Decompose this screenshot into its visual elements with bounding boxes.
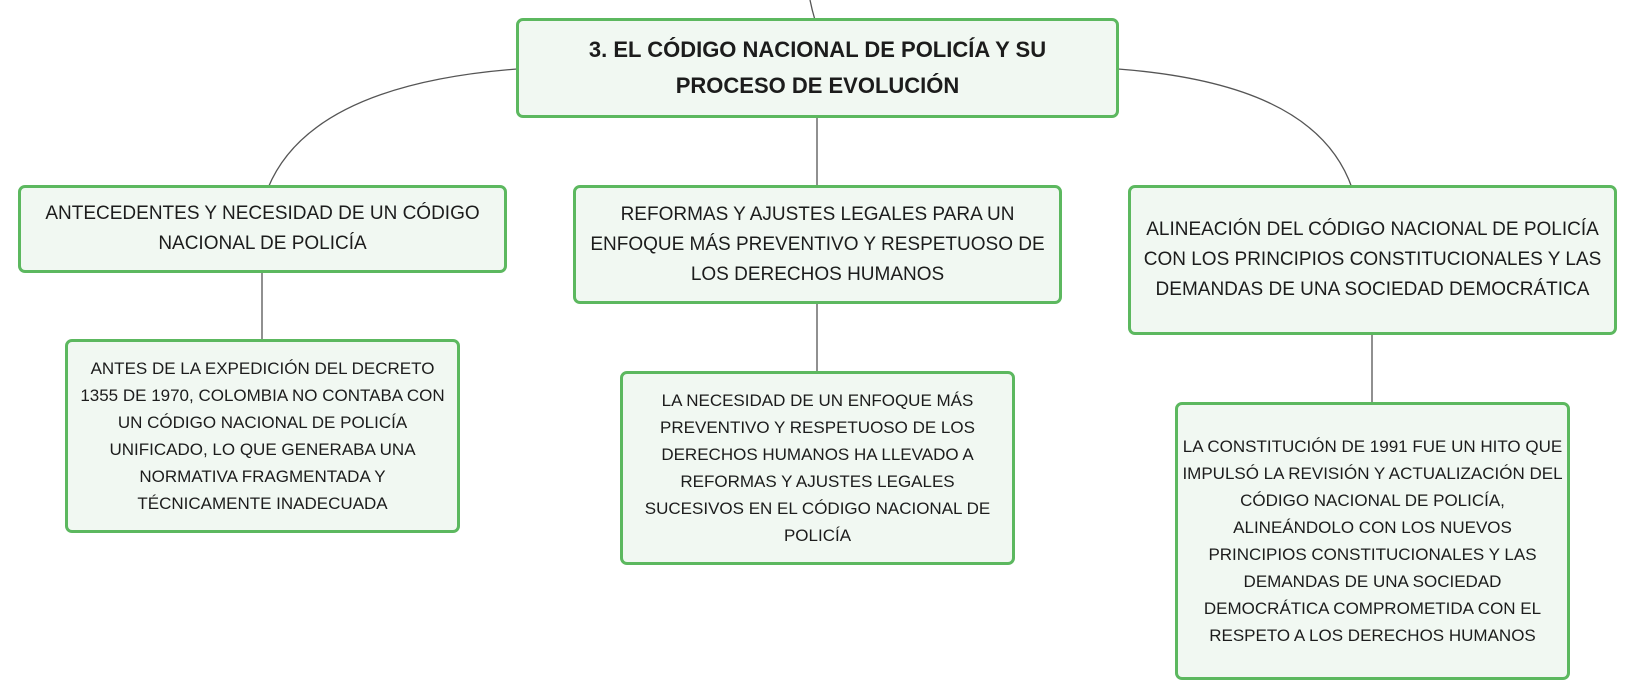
branch-topic-1-label: ANTECEDENTES Y NECESIDAD DE UN CÓDIGO NACIONAL DE POLICÍA	[45, 203, 480, 254]
detail-topic-2-text: LA NECESIDAD DE UN ENFOQUE MÁS PREVENTIVO Y RESPETUOSO DE LOS DERECHOS HUMANOS HA LLEVADO A REFORMAS Y AJUSTES LEGALES SUCESIVOS EN EL CÓDIGO NACIONAL DE POLICÍA	[644, 391, 991, 545]
branch-topic-1[interactable]	[18, 185, 507, 273]
connector-root-to-branch-1	[268, 69, 517, 188]
connector-incoming	[810, 0, 815, 20]
detail-topic-3-text: LA CONSTITUCIÓN DE 1991 FUE UN HITO QUE IMPULSÓ LA REVISIÓN Y ACTUALIZACIÓN DEL CÓDIGO NACIONAL DE POLICÍA, ALINEÁNDOLO CON LOS NUEVOS PRINCIPIOS CONSTITUCIONALES Y LAS DEMANDAS DE UNA SOCIEDAD DEMOCRÁTICA COMPROMETIDA CON EL RESPETO A LOS DERECHOS HUMANOS	[1182, 437, 1563, 645]
branch-topic-2-label: REFORMAS Y AJUSTES LEGALES PARA UN ENFOQUE MÁS PREVENTIVO Y RESPETUOSO DE LOS DERECHOS HUMANOS	[590, 203, 1045, 285]
root-topic[interactable]	[516, 18, 1119, 118]
connector-root-to-branch-3	[1118, 69, 1352, 188]
branch-topic-3-label: ALINEACIÓN DEL CÓDIGO NACIONAL DE POLICÍA CON LOS PRINCIPIOS CONSTITUCIONALES Y LAS DEMANDAS DE UNA SOCIEDAD DEMOCRÁTICA	[1143, 219, 1602, 300]
detail-topic-3[interactable]	[1175, 402, 1570, 680]
root-topic-title: 3. EL CÓDIGO NACIONAL DE POLICÍA Y SU PROCESO DE EVOLUCIÓN	[588, 37, 1047, 98]
detail-topic-1[interactable]	[65, 339, 460, 533]
detail-topic-1-text: ANTES DE LA EXPEDICIÓN DEL DECRETO 1355 DE 1970, COLOMBIA NO CONTABA CON UN CÓDIGO NACIONAL DE POLICÍA UNIFICADO, LO QUE GENERABA UNA NORMATIVA FRAGMENTADA Y TÉCNICAMENTE INADECUADA	[80, 359, 445, 513]
branch-topic-2[interactable]	[573, 185, 1062, 304]
branch-topic-3[interactable]	[1128, 185, 1617, 335]
detail-topic-2[interactable]	[620, 371, 1015, 565]
